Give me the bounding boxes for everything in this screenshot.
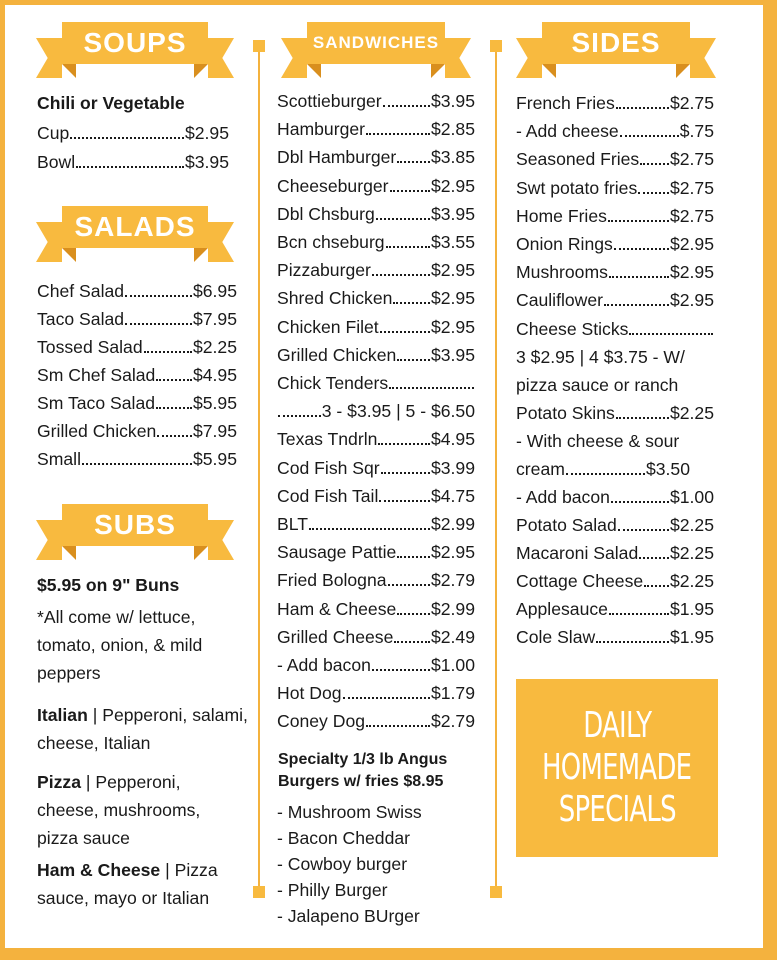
sides-item xyxy=(516,483,714,511)
specials-line-2: HOMEMADE xyxy=(542,747,692,788)
item-name: Scottieburger xyxy=(277,91,382,111)
sandwich-item xyxy=(277,425,475,453)
item-name: Taco Salad xyxy=(37,309,125,329)
item-name: Sm Taco Salad xyxy=(37,393,156,413)
sandwich-item xyxy=(277,679,475,707)
item-name: Macaroni Salad xyxy=(516,543,639,563)
item-price: $2.25 xyxy=(669,515,714,535)
item-name: Small xyxy=(37,449,81,469)
cheese-sticks-note-1: 3 $2.95 | 4 $3.75 - W/ xyxy=(516,347,685,367)
specialty-item: - Mushroom Swiss xyxy=(277,802,422,822)
item-price: $3.55 xyxy=(430,232,475,252)
sandwich-item xyxy=(277,707,475,735)
specialty-item: - Cowboy burger xyxy=(277,854,408,874)
item-name: Cole Slaw xyxy=(516,627,596,647)
specialty-item: - Bacon Cheddar xyxy=(277,828,411,848)
item-price: $3.95 xyxy=(430,91,475,111)
salads-banner xyxy=(36,206,234,262)
item-name: Grilled Chicken xyxy=(277,344,397,365)
soups-item-bowl: Bowl $3.95 xyxy=(37,148,229,176)
item-price: $2.25 xyxy=(669,543,714,563)
item-name: Cheeseburger xyxy=(277,175,389,196)
soups-banner xyxy=(36,22,234,78)
item-price: $1.00 xyxy=(430,655,475,675)
daily-specials-box xyxy=(516,679,718,857)
item-price: $2.95 xyxy=(430,316,475,337)
subs-item-pizza: Pizza | Pepperoni, cheese, mushrooms, pizza sauce xyxy=(37,772,201,848)
sandwich-item xyxy=(277,595,475,623)
item-name: Pizzaburger xyxy=(277,260,371,281)
sandwich-item xyxy=(277,566,475,594)
specialty-item: - Jalapeno BUrger xyxy=(277,906,420,926)
item-name: Cauliflower xyxy=(516,290,604,311)
item-name: Chef Salad xyxy=(37,281,125,301)
item-name: - Add bacon xyxy=(516,487,610,507)
item-price: $2.75 xyxy=(669,93,714,113)
item-price: $6.95 xyxy=(192,281,237,301)
sides-item xyxy=(516,286,714,314)
item-price: $2.95 xyxy=(669,234,714,254)
item-name: Home Fries xyxy=(516,205,607,226)
sandwich-item xyxy=(277,454,475,482)
item-name: Ham & Cheese xyxy=(277,598,397,619)
item-price: $4.95 xyxy=(192,365,237,385)
with-cheese-note: - With cheese & sour xyxy=(516,431,680,451)
divider-left xyxy=(258,46,260,898)
sandwich-item xyxy=(277,115,475,143)
sides-item xyxy=(516,315,714,343)
item-name: Hot Dog xyxy=(277,683,342,704)
item-price: $.75 xyxy=(679,121,714,142)
subs-price-line: $5.95 on 9" Buns xyxy=(37,575,180,595)
item-name: Dbl Hamburger xyxy=(277,147,397,168)
sides-item xyxy=(516,258,714,286)
sides-item xyxy=(516,511,714,539)
sides-banner xyxy=(516,22,716,78)
soups-heading: Chili or Vegetable xyxy=(37,93,185,113)
subs-note: *All come w/ lettuce, tomato, onion, & mild peppers xyxy=(37,607,203,683)
item-price: $3.95 xyxy=(430,344,475,365)
item-name: Cheese Sticks xyxy=(516,318,629,339)
sides-item xyxy=(516,230,714,258)
item-name: Grilled Cheese xyxy=(277,626,394,647)
sandwich-item xyxy=(277,397,475,425)
item-name: Chicken Filet xyxy=(277,316,379,337)
item-name: Sausage Pattie xyxy=(277,542,397,563)
item-price: $2.95 xyxy=(430,260,475,281)
specials-line-1: DAILY xyxy=(582,705,652,746)
sandwich-item xyxy=(277,341,475,369)
specialty-line-2: Burgers w/ fries $8.95 xyxy=(278,773,444,790)
item-name: Mushrooms xyxy=(516,262,608,283)
specialty-line-1: Specialty 1/3 lb Angus xyxy=(278,751,448,768)
specials-line-3: SPECIALS xyxy=(558,789,676,830)
item-name: Cottage Cheese xyxy=(516,571,644,591)
salads-item xyxy=(37,277,237,305)
divider-left-top-cap xyxy=(253,40,265,52)
item-name: Hamburger xyxy=(277,119,366,140)
item-name: Shred Chicken xyxy=(277,288,393,309)
sandwich-item xyxy=(277,172,475,200)
item-name: Onion Rings xyxy=(516,234,613,254)
sides-item xyxy=(516,117,714,145)
soups-title: SOUPS xyxy=(62,22,208,64)
item-name: - Add bacon xyxy=(277,655,371,675)
item-price: $3.95 xyxy=(430,203,475,224)
sandwich-item xyxy=(277,143,475,171)
item-price: $1.95 xyxy=(669,599,714,619)
item-name: Applesauce xyxy=(516,599,608,619)
item-price: $1.00 xyxy=(669,487,714,507)
divider-right-top-cap xyxy=(490,40,502,52)
subs-title: SUBS xyxy=(62,504,208,546)
item-price: $7.95 xyxy=(192,309,237,329)
item-price: $2.95 xyxy=(669,262,714,283)
item-price: $5.95 xyxy=(192,393,237,413)
sandwich-item xyxy=(277,200,475,228)
item-price: $2.75 xyxy=(669,149,714,170)
item-name: Swt potato fries xyxy=(516,177,638,198)
sides-item xyxy=(516,202,714,230)
item-price: $2.25 xyxy=(669,571,714,591)
item-price: $2.95 xyxy=(430,288,475,309)
salads-item xyxy=(37,305,237,333)
sides-item xyxy=(516,539,714,567)
item-name: BLT xyxy=(277,514,308,534)
item-price: $2.99 xyxy=(430,514,475,534)
sandwiches-title: SANDWICHES xyxy=(307,22,445,64)
item-name: - Add cheese xyxy=(516,121,619,142)
item-price: $2.95 xyxy=(430,175,475,196)
subs-item-italian: Italian | Pepperoni, salami, cheese, Italian xyxy=(37,705,248,753)
sandwiches-banner xyxy=(281,22,471,78)
item-name: Bcn chseburg xyxy=(277,232,385,252)
sandwich-item xyxy=(277,313,475,341)
salads-item xyxy=(37,417,237,445)
item-price: $2.49 xyxy=(430,626,475,647)
salads-item xyxy=(37,389,237,417)
item-name: Fried Bologna xyxy=(277,570,387,591)
sandwich-item xyxy=(277,651,475,679)
divider-right xyxy=(495,46,497,898)
salads-item xyxy=(37,361,237,389)
salads-title: SALADS xyxy=(62,206,208,248)
sides-item xyxy=(516,145,714,173)
divider-right-bottom-cap xyxy=(490,886,502,898)
item-name: French Fries xyxy=(516,93,615,113)
item-price: $2.95 xyxy=(430,542,475,563)
salads-item xyxy=(37,333,237,361)
item-name: Cod Fish Sqr xyxy=(277,457,380,478)
sides-item-potato-skins: Potato Skins $2.25 xyxy=(516,399,714,427)
item-name: Grilled Chicken xyxy=(37,421,157,441)
sandwich-item xyxy=(277,369,475,397)
sides-item xyxy=(516,623,714,651)
divider-left-bottom-cap xyxy=(253,886,265,898)
sandwich-item xyxy=(277,482,475,510)
sides-item xyxy=(516,595,714,623)
sandwich-item xyxy=(277,228,475,256)
sides-item-cream: cream $3.50 xyxy=(516,455,690,483)
item-price: $1.95 xyxy=(669,627,714,647)
sandwich-item xyxy=(277,87,475,115)
sides-item xyxy=(516,567,714,595)
item-price: $2.75 xyxy=(669,205,714,226)
item-name: Texas Tndrln xyxy=(277,429,378,450)
item-price: $2.95 xyxy=(669,290,714,311)
sandwich-item xyxy=(277,623,475,651)
soups-item-cup: Cup $2.95 xyxy=(37,119,229,147)
item-name: Seasoned Fries xyxy=(516,149,640,170)
item-price: $4.95 xyxy=(430,429,475,450)
item-price: $3.99 xyxy=(430,457,475,478)
item-name: Potato Salad xyxy=(516,515,617,535)
sandwich-item xyxy=(277,256,475,284)
sides-title: SIDES xyxy=(542,22,690,64)
item-price: $2.79 xyxy=(430,570,475,591)
cheese-sticks-note-2: pizza sauce or ranch xyxy=(516,375,679,395)
item-name: Tossed Salad xyxy=(37,337,143,357)
sandwich-item xyxy=(277,284,475,312)
subs-item-ham-cheese: Ham & Cheese | Pizza sauce, mayo or Italian xyxy=(37,860,218,908)
item-price: $7.95 xyxy=(192,421,237,441)
item-name: Chick Tenders xyxy=(277,373,389,393)
specialty-item: - Philly Burger xyxy=(277,880,388,900)
item-price: $2.75 xyxy=(669,177,714,198)
sandwich-item xyxy=(277,510,475,538)
item-name: Dbl Chsburg xyxy=(277,203,375,224)
item-price: $4.75 xyxy=(430,485,475,506)
subs-banner xyxy=(36,504,234,560)
sandwich-item xyxy=(277,538,475,566)
item-price: $2.99 xyxy=(430,598,475,619)
sides-item xyxy=(516,174,714,202)
item-price: $3.85 xyxy=(430,147,475,168)
item-name: Coney Dog xyxy=(277,711,366,732)
item-price: $1.79 xyxy=(430,683,475,704)
salads-item xyxy=(37,445,237,473)
item-name: Sm Chef Salad xyxy=(37,365,156,385)
item-price: $2.85 xyxy=(430,119,475,140)
item-price: $2.25 xyxy=(192,337,237,357)
item-price: $5.95 xyxy=(192,449,237,469)
item-price: $2.79 xyxy=(430,711,475,732)
item-name: Cod Fish Tail xyxy=(277,485,379,506)
sides-item xyxy=(516,89,714,117)
item-price: 3 - $3.95 | 5 - $6.50 xyxy=(321,401,475,422)
